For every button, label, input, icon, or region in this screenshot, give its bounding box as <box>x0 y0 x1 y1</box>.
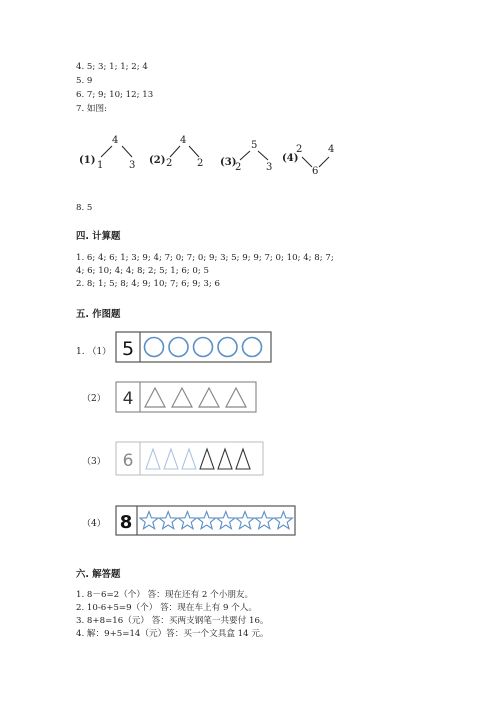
triangle-shape <box>146 449 160 469</box>
tree-4-label: (4) <box>282 153 299 164</box>
drawing-row-3-box <box>116 442 263 475</box>
triangle-shape <box>200 449 214 469</box>
drawing-row-4-box <box>116 506 295 535</box>
drawing-row-1-number: 5 <box>121 338 135 360</box>
triangle-shape <box>218 449 232 469</box>
drawing-row-3-number: 6 <box>122 451 134 471</box>
tree-3-label: (3) <box>220 157 237 168</box>
circle-shape <box>145 338 164 357</box>
answer-line-4: 4. 5; 3; 1; 1; 2; 4 <box>76 62 148 72</box>
tree-2-right: 2 <box>197 158 204 169</box>
triangle-shape <box>172 388 192 407</box>
drawing-row-1-box <box>116 332 271 362</box>
tree-1-top: 4 <box>112 135 119 146</box>
tree-4-bottom: 6 <box>312 166 319 177</box>
circle-shape <box>243 338 262 357</box>
drawing-row-1-label: 1. （1） <box>76 347 112 357</box>
tree-2-left: 2 <box>166 158 173 169</box>
tree-4-right-top: 4 <box>328 144 335 155</box>
triangle-shape <box>164 449 178 469</box>
tree-3-right: 3 <box>266 162 273 173</box>
drawing-row-3-label: （3） <box>82 457 106 467</box>
section-6-line-4: 4. 解：9+5=14（元）答：买一个文具盒 14 元。 <box>76 629 269 639</box>
answer-line-6: 6. 7; 9; 10; 12; 13 <box>76 90 154 100</box>
section-6-line-3: 3. 8+8=16（元） 答：买两支钢笔一共要付 16。 <box>76 616 269 626</box>
tree-1-left: 1 <box>97 160 104 171</box>
star-shape <box>159 512 177 529</box>
drawing-row-2-number: 4 <box>122 389 134 409</box>
triangle-shape <box>199 388 219 407</box>
star-shape <box>217 512 235 529</box>
circle-shape <box>169 338 188 357</box>
tree-2-label: (2) <box>149 155 166 166</box>
section-4-title: 四. 计算题 <box>76 231 121 242</box>
section-6-line-2: 2. 10-6+5=9（个） 答：现在车上有 9 个人。 <box>76 603 257 613</box>
drawing-row-2-label: （2） <box>82 394 106 404</box>
star-shape <box>198 512 216 529</box>
star-shape <box>274 512 292 529</box>
star-shape <box>140 512 158 529</box>
section-6-title: 六. 解答题 <box>76 569 121 580</box>
section-6-line-1: 1. 8－6=2（个） 答：现在还有 2 个小朋友。 <box>76 590 254 600</box>
section-4-line-2: 4; 6; 10; 4; 4; 8; 2; 5; 1; 6; 0; 5 <box>76 266 209 276</box>
tree-3-left: 2 <box>235 162 242 173</box>
answer-line-8: 8. 5 <box>76 203 93 213</box>
star-shape <box>236 512 254 529</box>
answer-line-7: 7. 如图: <box>76 104 108 114</box>
circle-shape <box>194 338 213 357</box>
section-4-line-3: 2. 8; 1; 5; 8; 4; 9; 10; 7; 6; 9; 3; 6 <box>76 279 220 289</box>
triangle-shape <box>145 388 165 407</box>
drawing-row-4-label: （4） <box>82 519 106 529</box>
tree-1-label: (1) <box>79 155 96 166</box>
tree-1-right: 3 <box>129 160 136 171</box>
triangle-shape <box>182 449 196 469</box>
section-5-title: 五. 作图题 <box>76 309 121 320</box>
section-4-line-1: 1. 6; 4; 6; 1; 3; 9; 4; 7; 0; 7; 0; 9; 3; 5; 9; 9; 7; 0; 10; 4; 8; 7; <box>76 253 334 263</box>
triangle-shape <box>226 388 246 407</box>
star-shape <box>255 512 273 529</box>
drawing-row-2-box <box>116 382 256 412</box>
answer-line-5: 5. 9 <box>76 76 93 86</box>
star-shape <box>178 512 196 529</box>
tree-3-top: 5 <box>251 140 258 151</box>
circle-shape <box>218 338 237 357</box>
drawing-row-4-number: 8 <box>119 512 133 533</box>
triangle-shape <box>236 449 250 469</box>
tree-2-top: 4 <box>180 135 187 146</box>
tree-4-left-top: 2 <box>296 144 303 155</box>
